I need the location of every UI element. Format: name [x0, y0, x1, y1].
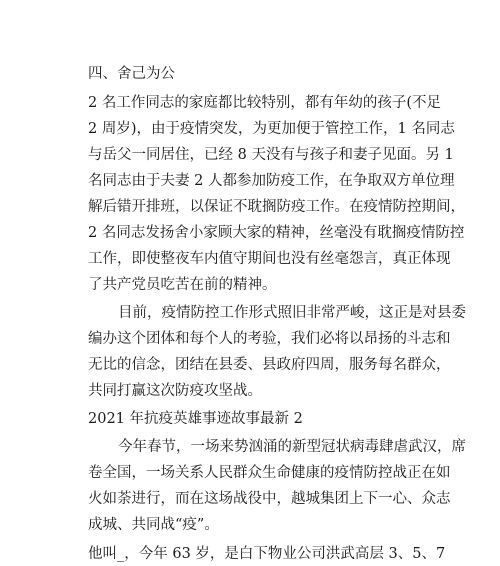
text-line: 解后错开排班，以保证不耽搁防疫工作。在疫情防控期间， [88, 199, 465, 215]
section-heading: 四、舍己为公 [88, 66, 175, 82]
text-line: 了共产党员吃苦在前的精神。 [88, 277, 277, 293]
text-line: 卷全国，一场关系人民群众生命健康的疫情防控战正在如 [88, 465, 451, 481]
text-line: 2 周岁)，由于疫情突发，为更加便于管控工作，1 名同志 [88, 121, 455, 137]
text-line: 无比的信念，团结在县委、县政府四周，服务每名群众， [88, 357, 451, 373]
text-line: 名同志由于夫妻 2 人都参加防疫工作，在争取双方单位理 [88, 173, 455, 189]
text-line: 成城、共同战“疫”。 [88, 517, 219, 533]
text-line: 2 名工作同志的家庭都比较特别，都有年幼的孩子(不足 [88, 95, 441, 111]
text-line: 他叫_，今年 63 岁，是白下物业公司洪武高层 3、5、7 [88, 546, 446, 562]
text-line: 2 名同志发扬舍小家顾大家的精神，丝毫没有耽搁疫情防控 [88, 225, 465, 241]
text-line: 工作，即使整夜车内值守期间也没有丝毫怨言，真正体现 [88, 251, 451, 267]
text-line: 目前，疫情防控工作形式照旧非常严峻，这正是对县委 [118, 305, 466, 321]
text-line: 火如荼进行，而在这场战役中，越城集团上下一心、众志 [88, 491, 451, 507]
text-line: 今年春节，一场来势汹涌的新型冠状病毒肆虐武汉，席 [118, 439, 466, 455]
text-line: 编办这个团体和每个人的考验，我们必将以昂扬的斗志和 [88, 331, 451, 347]
text-line: 共同打赢这次防疫攻坚战。 [88, 383, 262, 399]
text-line: 与岳父一同居住，已经 8 天没有与孩子和妻子见面。另 1 [88, 147, 454, 163]
subheading: 2021 年抗疫英雄事迹故事最新 2 [88, 411, 303, 427]
